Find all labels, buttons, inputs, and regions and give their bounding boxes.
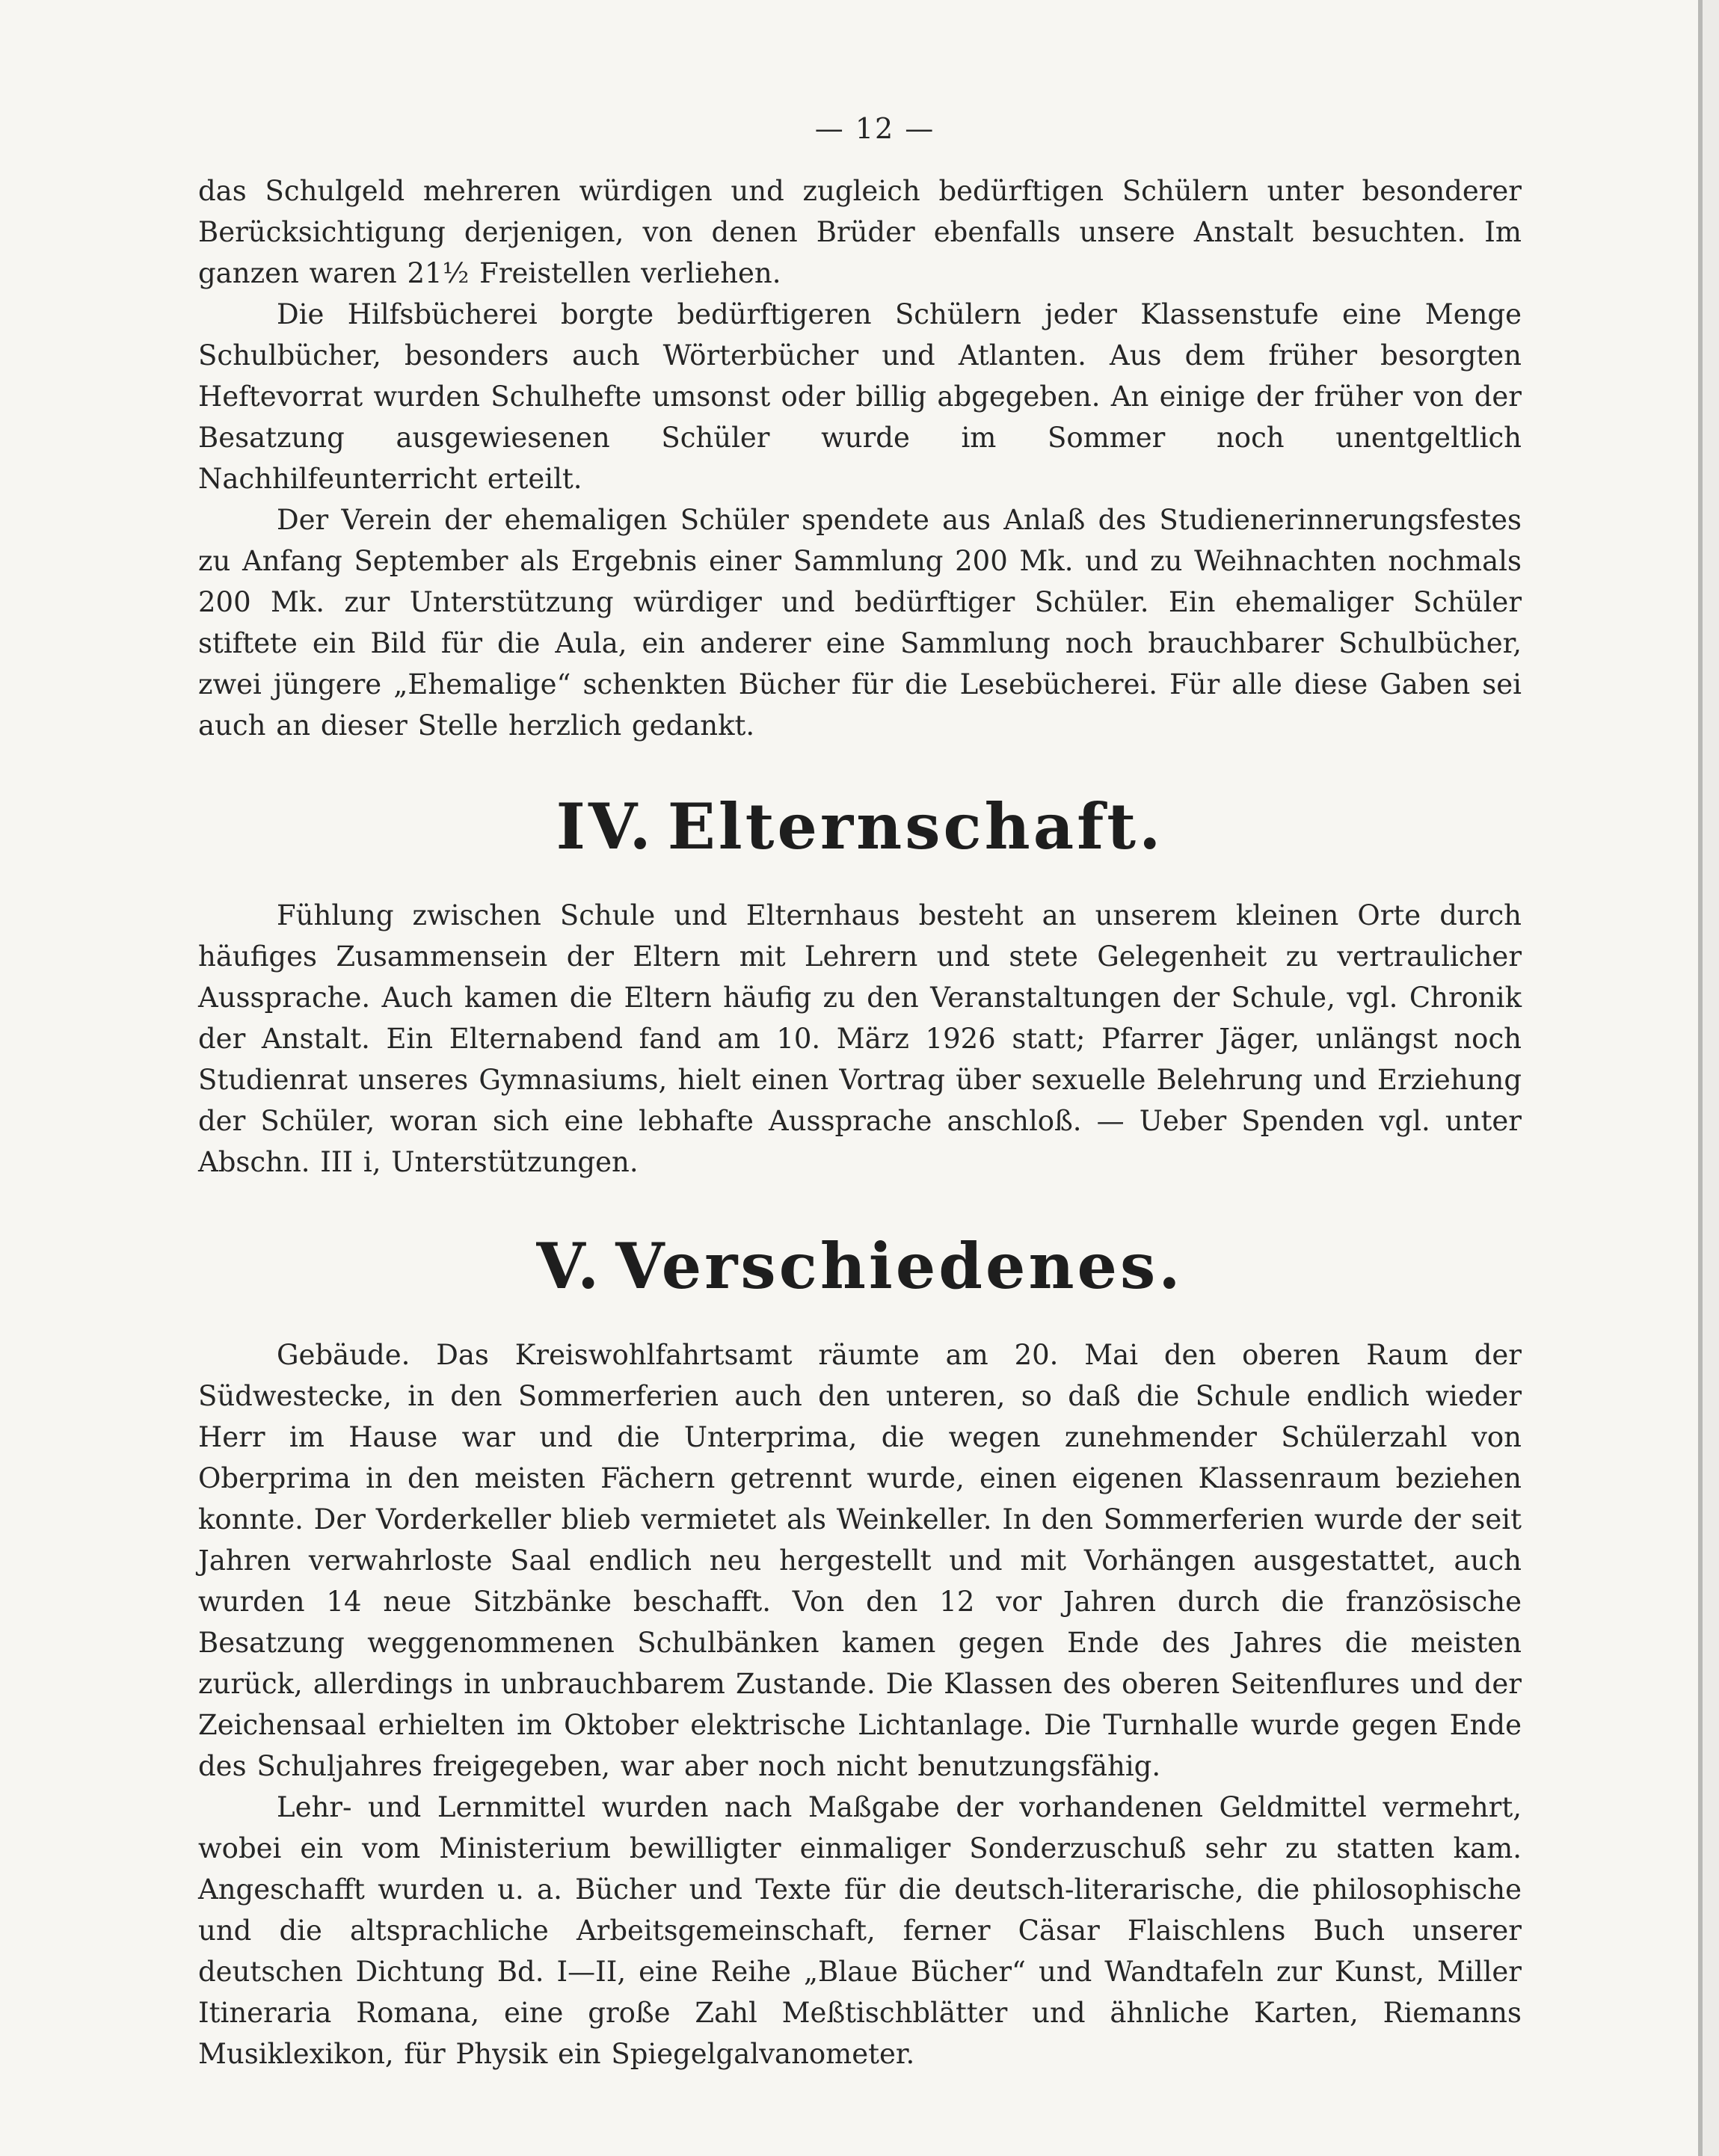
paragraph-schulgeld: das Schulgeld mehreren würdigen und zugleich bedürftigen Schülern unter besonderer Berücksichtigung derjenigen, von denen Brüder ebenfalls unsere Anstalt besuchten. Im ganzen waren 21½ Freistellen verliehen.: [198, 175, 1522, 289]
section-numeral-v: V.: [536, 1229, 603, 1303]
paragraph-gebaeude: Gebäude. Das Kreiswohlfahrtsamt räumte am 20. Mai den oberen Raum der Südwestecke, in den Sommerferien auch den unteren, so daß die Schule endlich wieder Herr im Hause war und die Unterprima, die wegen zunehmender Schülerzahl von Oberprima in den meisten Fächern getrennt wurde, einen eigenen Klassenraum beziehen konnte. Der Vorderkeller blieb vermietet als Weinkeller. In den Sommerferien wurde der seit Jahren verwahrloste Saal endlich neu hergestellt und mit Vorhängen ausgestattet, auch wurden 14 neue Sitzbänke beschafft. Von den 12 vor Jahren durch die französische Besatzung weggenommenen Schulbänken kamen gegen Ende des Jahres die meisten zurück, allerdings in unbrauchbarem Zustande. Die Klassen des oberen Seitenflures und der Zeichensaal erhielten im Oktober elektrische Lichtanlage. Die Turnhalle wurde gegen Ende des Schuljahres freigegeben, war aber noch nicht benutzungsfähig.: [198, 1339, 1522, 1782]
page-edge-line: [1698, 0, 1703, 2156]
section-numeral-iv: IV.: [556, 789, 654, 863]
section-elternschaft: [198, 789, 1522, 1183]
section-verschiedenes: [198, 1229, 1522, 2075]
paragraph-lehrmittel: Lehr- und Lernmittel wurden nach Maßgabe der vorhandenen Geldmittel vermehrt, wobei ein vom Ministerium bewilligter einmaliger Sonderzuschuß sehr zu statten kam. Angeschafft wurden u. a. Bücher und Texte für die deutsch-literarische, die philosophische und die altsprachliche Arbeitsgemeinschaft, ferner Cäsar Flaischlens Buch unserer deutschen Dichtung Bd. I—II, eine Reihe „Blaue Bücher“ und Wandtafeln zur Kunst, Miller Itineraria Romana, eine große Zahl Meßtischblätter und ähnliche Karten, Riemanns Musiklexikon, für Physik ein Spiegelgalvanometer.: [198, 1791, 1522, 2070]
section-heading-iv: [198, 789, 1522, 863]
paragraph-verein: Der Verein der ehemaligen Schüler spendete aus Anlaß des Studienerinnerungsfestes zu Anfang September als Ergebnis einer Sammlung 200 Mk. und zu Weihnachten nochmals 200 Mk. zur Unterstützung würdiger und bedürftiger Schüler. Ein ehemaliger Schüler stiftete ein Bild für die Aula, ein anderer eine Sammlung noch brauchbarer Schulbücher, zwei jüngere „Ehemalige“ schenkten Bücher für die Lesebücherei. Für alle diese Gaben sei auch an dieser Stelle herzlich gedankt.: [198, 504, 1522, 742]
paragraph-hilfsbuecherei: Die Hilfsbücherei borgte bedürftigeren Schülern jeder Klassenstufe eine Menge Schulbücher, besonders auch Wörterbücher und Atlanten. Aus dem früher besorgten Heftevorrat wurden Schulhefte umsonst oder billig abgegeben. An einige der früher von der Besatzung ausgewiesenen Schüler wurde im Sommer noch unentgeltlich Nachhilfeunterricht erteilt.: [198, 298, 1522, 495]
section-title-iv: Elternschaft.: [667, 789, 1164, 863]
document-page: [198, 112, 1522, 2075]
section-heading-v: [198, 1229, 1522, 1303]
paragraph-fuehlung: Fühlung zwischen Schule und Elternhaus besteht an unserem kleinen Orte durch häufiges Zusammensein der Eltern mit Lehrern und stete Gelegenheit zu vertraulicher Aussprache. Auch kamen die Eltern häufig zu den Veranstaltungen der Schule, vgl. Chronik der Anstalt. Ein Elternabend fand am 10. März 1926 statt; Pfarrer Jäger, unlängst noch Studienrat unseres Gymnasiums, hielt einen Vortrag über sexuelle Belehrung und Erziehung der Schüler, woran sich eine lebhafte Aussprache anschloß. — Ueber Spenden vgl. unter Abschn. III i, Unterstützungen.: [198, 899, 1522, 1178]
intro-section: [198, 170, 1522, 746]
page-number: — 12 —: [814, 112, 935, 145]
scan-margin: [1703, 0, 1719, 2156]
section-title-v: Verschiedenes.: [615, 1229, 1184, 1303]
